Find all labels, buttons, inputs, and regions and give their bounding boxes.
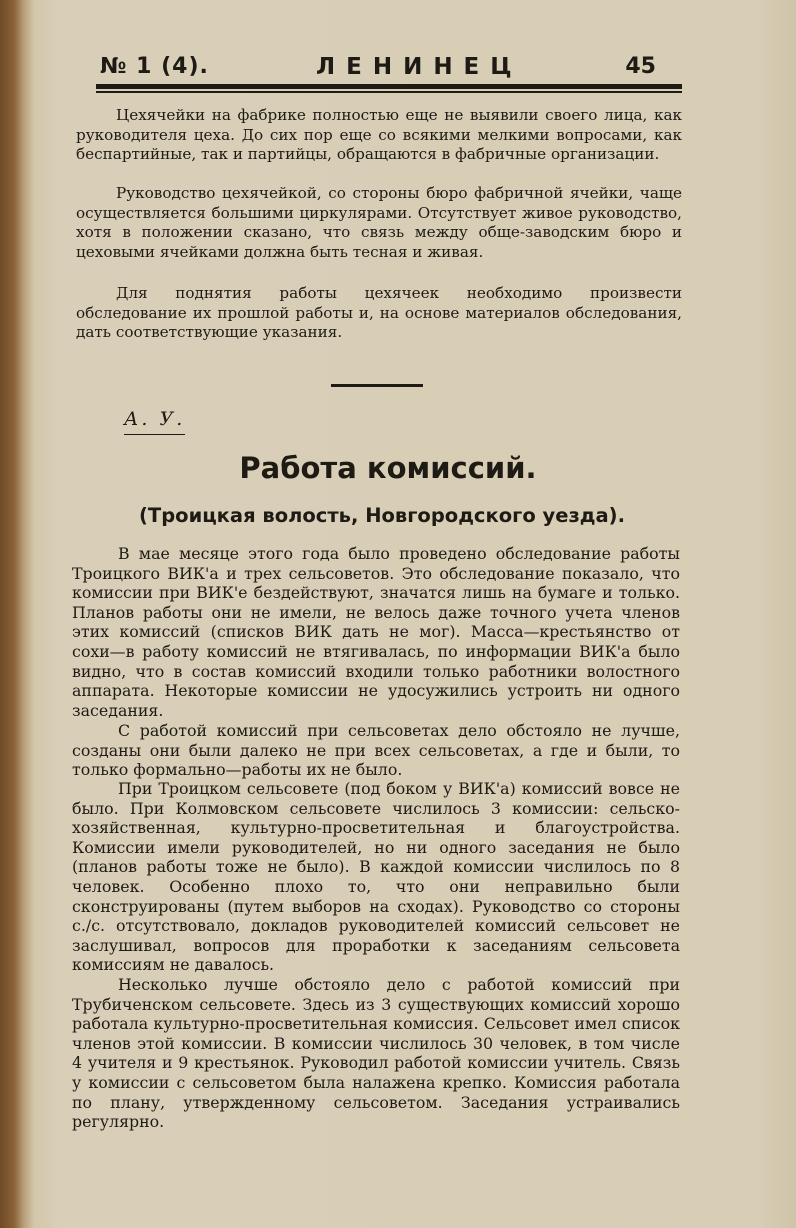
page-number: 45: [625, 54, 656, 79]
article-paragraph: При Троицком сельсовете (под боком у ВИК'а) комиссий вовсе не было. При Колмовском сельсовете числилось 3 комиссии: сельско-хозяйственная, культурно-просветительная и благоустройства. Комиссии имели руководителей, но ни одного заседания не было (планов работы тоже не было). В каждой комиссии числилось по 8 человек. Особенно плохо то, что они неправильно были сконструированы (путем выборов на сходах). Руководство со стороны с./с. отсутствовало, докладов руководителей комиссий сельсовет не заслушивал, вопросов для проработки к заседаниям сельсовета комиссиям не давалось.: [72, 779, 680, 975]
article-paragraph: В мае месяце этого года было проведено обследование работы Троицкого ВИК'а и трех сельсоветов. Это обследование показало, что комиссии при ВИК'е бездействуют, значатся лишь на бумаге и только. Планов работы они не имели, не велось даже точного учета членов этих комиссий (списков ВИК дать не мог). Масса—крестьянство от сохи—в работу комиссий не втягивалась, по информации ВИК'а было видно, что в состав комиссий входили только работники волостного аппарата. Некоторые комиссии не удосужились устроить ни одного заседания.: [72, 544, 680, 720]
header-rule-thin: [96, 91, 682, 93]
running-header: [100, 54, 656, 84]
journal-title: ЛЕНИНЕЦ: [316, 54, 523, 80]
article-author: А. У.: [124, 408, 185, 435]
header-rule-thick: [96, 84, 682, 89]
issue-number: № 1 (4).: [100, 54, 209, 79]
article-paragraph: С работой комиссий при сельсоветах дело обстояло не лучше, созданы они были далеко не при всех сельсоветах, а где и были, то только формально—работы их не было.: [72, 721, 680, 780]
article-title: Работа комиссий.: [239, 451, 537, 485]
article-subtitle: (Троицкая волость, Новгородского уезда).: [139, 504, 625, 527]
prev-article-paragraph: Цехячейки на фабрике полностью еще не выявили своего лица, как руководителя цеха. До сих пор еще со всякими мелкими вопросами, как беспартийные, так и партийцы, обращаются в фабричные организации.: [76, 106, 682, 163]
article-paragraph: Несколько лучше обстояло дело с работой комиссий при Трубиченском сельсовете. Здесь из 3 существующих комиссий хорошо работала культурно-просветительная комиссия. Сельсовет имел список членов этой комиссии. В комиссии числилось 30 человек, в том числе 4 учителя и 9 крестьянок. Руководил работой комиссии учитель. Связь у комиссии с сельсоветом была налажена крепко. Комиссия работала по плану, утвержденному сельсоветом. Заседания устраивались регулярно.: [72, 975, 680, 1132]
prev-article-paragraph: Для поднятия работы цехячеек необходимо произвести обследование их прошлой работы и, на основе материалов обследования, дать соответствующие указания.: [76, 284, 682, 341]
prev-article-paragraph: Руководство цехячейкой, со стороны бюро фабричной ячейки, чаще осуществляется большими циркулярами. Отсутствует живое руководство, хотя в положении сказано, что связь между обще-заводским бюро и цеховыми ячейками должна быть тесная и живая.: [76, 184, 682, 261]
section-divider: [331, 384, 423, 387]
